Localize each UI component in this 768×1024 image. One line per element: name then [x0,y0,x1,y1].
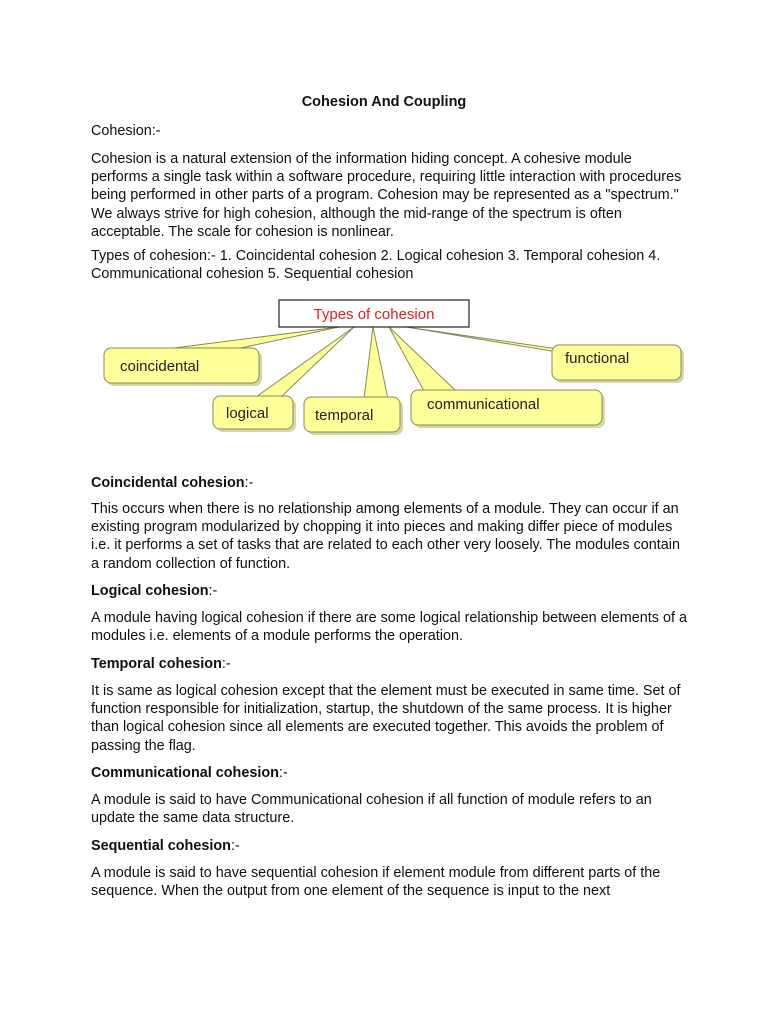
heading-suffix: :- [208,583,218,599]
pointer-functional [406,327,572,351]
section-heading-communicational [91,764,691,782]
heading-suffix: :- [244,475,254,491]
pointer-temporal [364,327,388,399]
heading-suffix: :- [278,765,288,781]
label-coincidental: coincidental [120,358,200,375]
section-heading-temporal [91,655,691,673]
label-logical: logical [226,405,269,422]
section-text-coincidental: This occurs when there is no relationship among elements of a module. They can occur if an existing program modularized by chopping it into pieces and making differ piece of modules i.e. it performs a set of tasks that are related to each other very loosely. The modules contain a random collection of function. [91,501,680,572]
intro-paragraph: Cohesion is a natural extension of the information hiding concept. A cohesive module performs a single task within a software procedure, requiring little interaction with procedures being performed in other parts of a program. Cohesion may be represented as a "spectrum." We always strive for high cohesion, although the mid-range of the spectrum is often acceptable. The scale for cohesion is nonlinear. [91,151,682,240]
heading-suffix: :- [230,838,240,854]
cohesion-label: Cohesion:- [91,123,161,139]
label-communicational: communicational [427,396,540,413]
document-title: Cohesion And Coupling [301,94,467,110]
heading-temporal: Temporal cohesion [91,656,222,672]
section-text-logical: A module having logical cohesion if there are some logical relationship between elements of a modules i.e. elements of a module performs the operation. [91,610,687,645]
heading-logical: Logical cohesion [91,583,209,599]
section-text-sequential: A module is said to have sequential cohesion if element module from different parts of the sequence. When the output from one element of the sequence is input to the next [91,865,661,900]
cohesion-types-diagram [96,294,696,444]
heading-sequential: Sequential cohesion [91,838,231,854]
pointer-communicational [389,327,456,391]
heading-coincidental: Coincidental cohesion [91,475,245,491]
heading-suffix: :- [221,656,231,672]
label-temporal: temporal [315,407,374,424]
center-label: Types of cohesion [313,306,435,323]
section-heading-logical [91,582,691,600]
label-functional: functional [565,350,630,367]
types-paragraph: Types of cohesion:- 1. Coincidental cohesion 2. Logical cohesion 3. Temporal cohesion 4. Communicational cohesion 5. Sequential cohesion [91,248,661,283]
pointer-coincidental [166,327,339,349]
section-text-temporal: It is same as logical cohesion except that the element must be executed in same time. Set of function responsible for initialization, startup, the shutdown of the same process. It is higher than logical cohesion since all elements are executed together. This avoids the problem of passing the flag. [91,683,681,754]
section-text-communicational: A module is said to have Communicational cohesion if all function of module refers to an update the same data structure. [91,792,652,827]
heading-communicational: Communicational cohesion [91,765,279,781]
section-heading-coincidental [91,474,691,492]
section-heading-sequential [91,837,691,855]
